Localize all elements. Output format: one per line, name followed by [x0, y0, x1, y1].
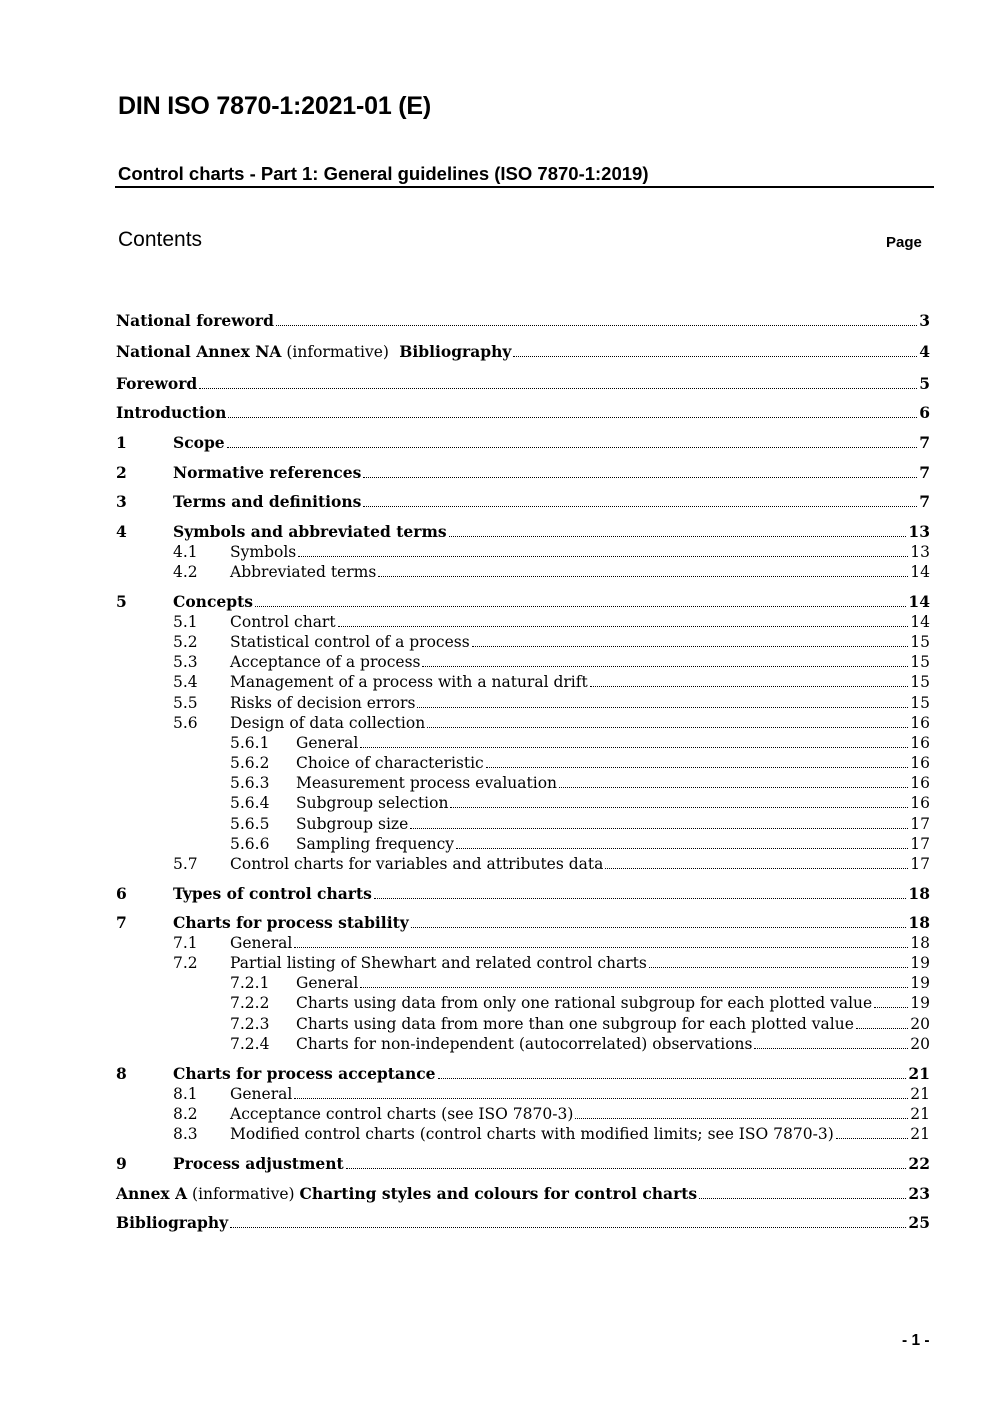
toc-entry-label-bold: Bibliography	[393, 342, 512, 361]
toc-entry[interactable]	[116, 993, 930, 1013]
toc-entry[interactable]	[116, 522, 930, 542]
toc-entry-page: 14	[910, 563, 930, 581]
toc-leader-dots	[360, 746, 908, 748]
toc-leader-dots	[199, 387, 917, 389]
toc-entry[interactable]	[116, 342, 930, 362]
toc-entry-page: 21	[908, 1064, 930, 1083]
toc-entry-number: 7.1	[173, 934, 198, 952]
contents-heading: Contents	[118, 228, 203, 251]
toc-entry-label-bold: Charting styles and colours for control charts	[299, 1184, 698, 1203]
toc-entry-page: 7	[919, 492, 930, 511]
toc-entry-number: 7.2.2	[230, 994, 270, 1012]
toc-entry-label: National foreword	[116, 311, 274, 330]
toc-entry-label: Design of data collection	[230, 714, 426, 732]
toc-entry-number: 5.5	[173, 694, 198, 712]
toc-leader-dots	[575, 1117, 908, 1119]
toc-entry[interactable]	[116, 773, 930, 793]
toc-leader-dots	[856, 1027, 908, 1029]
toc-leader-dots	[346, 1167, 907, 1169]
toc-entry[interactable]	[116, 854, 930, 874]
toc-entry-page: 19	[910, 954, 930, 972]
toc-entry-number: 5.6.5	[230, 815, 270, 833]
toc-entry-page: 3	[919, 311, 930, 330]
toc-entry-label: Foreword	[116, 374, 198, 393]
toc-leader-dots	[422, 665, 908, 667]
toc-entry-label: General	[296, 974, 359, 992]
toc-entry-number: 7.2	[173, 954, 198, 972]
toc-entry[interactable]	[116, 632, 930, 652]
toc-entry-number: 5.2	[173, 633, 198, 651]
toc-leader-dots	[374, 897, 907, 899]
toc-entry-label-plain: (informative)	[281, 343, 394, 361]
toc-entry-page: 18	[908, 913, 930, 932]
toc-entry-number: 5.6.1	[230, 734, 270, 752]
toc-entry-number: 5.6.6	[230, 835, 270, 853]
toc-entry-number: 5.3	[173, 653, 198, 671]
toc-entry-page: 7	[919, 463, 930, 482]
toc-entry-page: 23	[908, 1184, 930, 1203]
footer-page-number: - 1 -	[902, 1332, 930, 1349]
toc-leader-dots	[378, 575, 908, 577]
toc-leader-dots	[649, 966, 908, 968]
toc-entry[interactable]	[116, 793, 930, 813]
toc-entry-label: Risks of decision errors	[230, 694, 416, 712]
toc-leader-dots	[294, 1097, 908, 1099]
toc-leader-dots	[836, 1137, 908, 1139]
toc-entry-page: 15	[910, 653, 930, 671]
toc-entry-label: Abbreviated terms	[230, 563, 377, 581]
toc-entry-page: 14	[910, 613, 930, 631]
toc-entry[interactable]	[116, 652, 930, 672]
toc-entry[interactable]	[116, 973, 930, 993]
toc-leader-dots	[450, 806, 908, 808]
toc-entry[interactable]	[116, 1184, 930, 1204]
toc-leader-dots	[456, 847, 908, 849]
toc-leader-dots	[411, 926, 907, 928]
toc-entry-page: 21	[910, 1085, 930, 1103]
toc-entry-label: General	[230, 934, 293, 952]
toc-entry-label-bold: National Annex NA	[116, 342, 282, 361]
toc-entry-label: Partial listing of Shewhart and related control charts	[230, 954, 647, 972]
toc-entry-label: Charts using data from more than one subgroup for each plotted value	[296, 1015, 854, 1033]
toc-entry-page: 6	[919, 403, 930, 422]
toc-entry-page: 16	[910, 714, 930, 732]
toc-entry-number: 3	[116, 492, 127, 511]
toc-entry-label: Normative references	[173, 463, 362, 482]
toc-entry-page: 18	[910, 934, 930, 952]
toc-entry-label: Sampling frequency	[296, 835, 455, 853]
toc-leader-dots	[605, 867, 908, 869]
toc-entry-page: 5	[919, 374, 930, 393]
toc-leader-dots	[255, 605, 906, 607]
toc-entry[interactable]	[116, 311, 930, 331]
toc-entry[interactable]	[116, 834, 930, 854]
toc-leader-dots	[227, 446, 918, 448]
toc-entry[interactable]	[116, 913, 930, 933]
toc-entry-number: 7.2.4	[230, 1035, 270, 1053]
toc-leader-dots	[360, 986, 908, 988]
toc-entry-label: Concepts	[173, 592, 253, 611]
toc-leader-dots	[874, 1006, 908, 1008]
toc-entry[interactable]	[116, 884, 930, 904]
toc-entry-page: 17	[910, 815, 930, 833]
toc-entry[interactable]	[116, 562, 930, 582]
toc-leader-dots	[417, 706, 908, 708]
toc-leader-dots	[338, 625, 909, 627]
toc-leader-dots	[427, 726, 908, 728]
toc-entry-label: Symbols	[230, 543, 297, 561]
toc-entry-number: 5.6.3	[230, 774, 270, 792]
document-title: DIN ISO 7870-1:2021-01 (E)	[118, 92, 432, 120]
toc-leader-dots	[363, 505, 917, 507]
toc-entry-page: 19	[910, 994, 930, 1012]
toc-leader-dots	[298, 555, 908, 557]
toc-entry-label: General	[296, 734, 359, 752]
toc-entry-number: 5.6.2	[230, 754, 270, 772]
toc-entry-label: Bibliography	[116, 1213, 229, 1232]
toc-entry[interactable]	[116, 713, 930, 733]
toc-entry-page: 16	[910, 774, 930, 792]
toc-leader-dots	[276, 324, 917, 326]
toc-entry-label: Measurement process evaluation	[296, 774, 558, 792]
toc-entry-label: Statistical control of a process	[230, 633, 470, 651]
toc-entry[interactable]	[116, 1124, 930, 1144]
toc-entry-number: 2	[116, 463, 127, 482]
toc-entry[interactable]	[116, 1034, 930, 1054]
toc-entry[interactable]	[116, 953, 930, 973]
toc-entry-label: General	[230, 1085, 293, 1103]
toc-entry-label: Charts for process stability	[173, 913, 409, 932]
toc-entry-page: 14	[908, 592, 930, 611]
toc-entry-page: 4	[919, 342, 930, 361]
toc-entry[interactable]	[116, 592, 930, 612]
toc-entry[interactable]	[116, 542, 930, 562]
toc-entry[interactable]	[116, 1084, 930, 1104]
toc-entry[interactable]	[116, 733, 930, 753]
toc-entry-number: 9	[116, 1154, 127, 1173]
toc-entry-page: 20	[910, 1035, 930, 1053]
toc-entry-page: 17	[910, 855, 930, 873]
toc-entry-number: 4.2	[173, 563, 198, 581]
toc-entry-label: Charts for non-independent (autocorrelated) observations	[296, 1035, 753, 1053]
toc-entry-page: 15	[910, 694, 930, 712]
toc-entry[interactable]	[116, 693, 930, 713]
toc-leader-dots	[559, 786, 908, 788]
toc-entry-number: 5.4	[173, 673, 198, 691]
toc-entry-label: Charts using data from only one rational subgroup for each plotted value	[296, 994, 873, 1012]
toc-entry-page: 16	[910, 794, 930, 812]
toc-entry[interactable]	[116, 814, 930, 834]
toc-entry-label: Management of a process with a natural drift	[230, 673, 588, 691]
toc-entry[interactable]	[116, 1104, 930, 1124]
toc-entry-label: Subgroup size	[296, 815, 409, 833]
toc-entry-page: 25	[908, 1213, 930, 1232]
toc-entry-label: Modified control charts (control charts with modified limits; see ISO 7870-3)	[230, 1125, 834, 1143]
toc-entry[interactable]	[116, 1064, 930, 1084]
toc-entry-label: Acceptance control charts (see ISO 7870-3)	[230, 1105, 574, 1123]
toc-entry-number: 5.6	[173, 714, 198, 732]
toc-entry-number: 7	[116, 913, 127, 932]
toc-entry-number: 5	[116, 592, 127, 611]
toc-entry-label: Control charts for variables and attributes data	[230, 855, 604, 873]
toc-entry-label: Control chart	[230, 613, 336, 631]
toc-entry-label-bold: Annex A	[116, 1184, 188, 1203]
toc-entry-label	[116, 342, 511, 362]
toc-entry-label: Terms and definitions	[173, 492, 362, 511]
toc-entry[interactable]	[116, 433, 930, 453]
toc-entry-number: 8.3	[173, 1125, 198, 1143]
toc-entry-page: 20	[910, 1015, 930, 1033]
toc-entry-page: 21	[910, 1105, 930, 1123]
page-column-heading: Page	[886, 234, 922, 251]
toc-entry-page: 22	[908, 1154, 930, 1173]
toc-entry-number: 4.1	[173, 543, 198, 561]
toc-leader-dots	[590, 685, 909, 687]
toc-entry[interactable]	[116, 403, 930, 423]
toc-leader-dots	[294, 946, 908, 948]
toc-entry-label: Introduction	[116, 403, 227, 422]
toc-entry-number: 8	[116, 1064, 127, 1083]
toc-entry-label: Process adjustment	[173, 1154, 344, 1173]
toc-leader-dots	[230, 1226, 906, 1228]
toc-entry-number: 5.1	[173, 613, 198, 631]
toc-leader-dots	[472, 645, 909, 647]
toc-entry-label: Scope	[173, 433, 225, 452]
toc-entry-page: 18	[908, 884, 930, 903]
toc-entry[interactable]	[116, 933, 930, 953]
toc-entry-number: 5.6.4	[230, 794, 270, 812]
toc-entry-number: 6	[116, 884, 127, 903]
toc-entry-number: 1	[116, 433, 127, 452]
document-subtitle: Control charts - Part 1: General guidelines (ISO 7870-1:2019)	[118, 163, 649, 184]
toc-entry-number: 7.2.3	[230, 1015, 270, 1033]
toc-entry-label: Choice of characteristic	[296, 754, 484, 772]
toc-leader-dots	[449, 535, 907, 537]
toc-entry-label: Charts for process acceptance	[173, 1064, 436, 1083]
toc-entry[interactable]	[116, 492, 930, 512]
toc-entry[interactable]	[116, 612, 930, 632]
toc-leader-dots	[513, 355, 917, 357]
toc-leader-dots	[699, 1197, 906, 1199]
toc-leader-dots	[754, 1047, 908, 1049]
toc-entry-number: 4	[116, 522, 127, 541]
toc-entry[interactable]	[116, 374, 930, 394]
toc-entry-number: 8.2	[173, 1105, 198, 1123]
toc-entry-page: 15	[910, 633, 930, 651]
toc-entry-page: 17	[910, 835, 930, 853]
toc-entry-number: 7.2.1	[230, 974, 270, 992]
toc-entry[interactable]	[116, 463, 930, 483]
toc-entry-label-plain: (informative)	[187, 1185, 300, 1203]
toc-entry-page: 21	[910, 1125, 930, 1143]
toc-entry-label	[116, 1184, 697, 1204]
toc-entry-number: 8.1	[173, 1085, 198, 1103]
toc-entry-label: Subgroup selection	[296, 794, 449, 812]
toc-entry-page: 16	[910, 754, 930, 772]
toc-entry[interactable]	[116, 672, 930, 692]
toc-entry-label: Acceptance of a process	[230, 653, 421, 671]
toc-entry-page: 15	[910, 673, 930, 691]
toc-entry-page: 16	[910, 734, 930, 752]
toc-leader-dots	[438, 1077, 907, 1079]
toc-leader-dots	[410, 827, 908, 829]
toc-entry-page: 7	[919, 433, 930, 452]
toc-entry[interactable]	[116, 1014, 930, 1034]
toc-entry[interactable]	[116, 1154, 930, 1174]
header-rule	[115, 186, 934, 188]
toc-entry-page: 19	[910, 974, 930, 992]
toc-entry-label: Types of control charts	[173, 884, 372, 903]
toc-leader-dots	[363, 476, 917, 478]
toc-leader-dots	[228, 416, 917, 418]
toc-entry[interactable]	[116, 1213, 930, 1233]
toc-leader-dots	[486, 766, 909, 768]
toc-entry-number: 5.7	[173, 855, 198, 873]
toc-entry-page: 13	[910, 543, 930, 561]
toc-entry[interactable]	[116, 753, 930, 773]
toc-entry-label: Symbols and abbreviated terms	[173, 522, 447, 541]
toc-entry-page: 13	[908, 522, 930, 541]
